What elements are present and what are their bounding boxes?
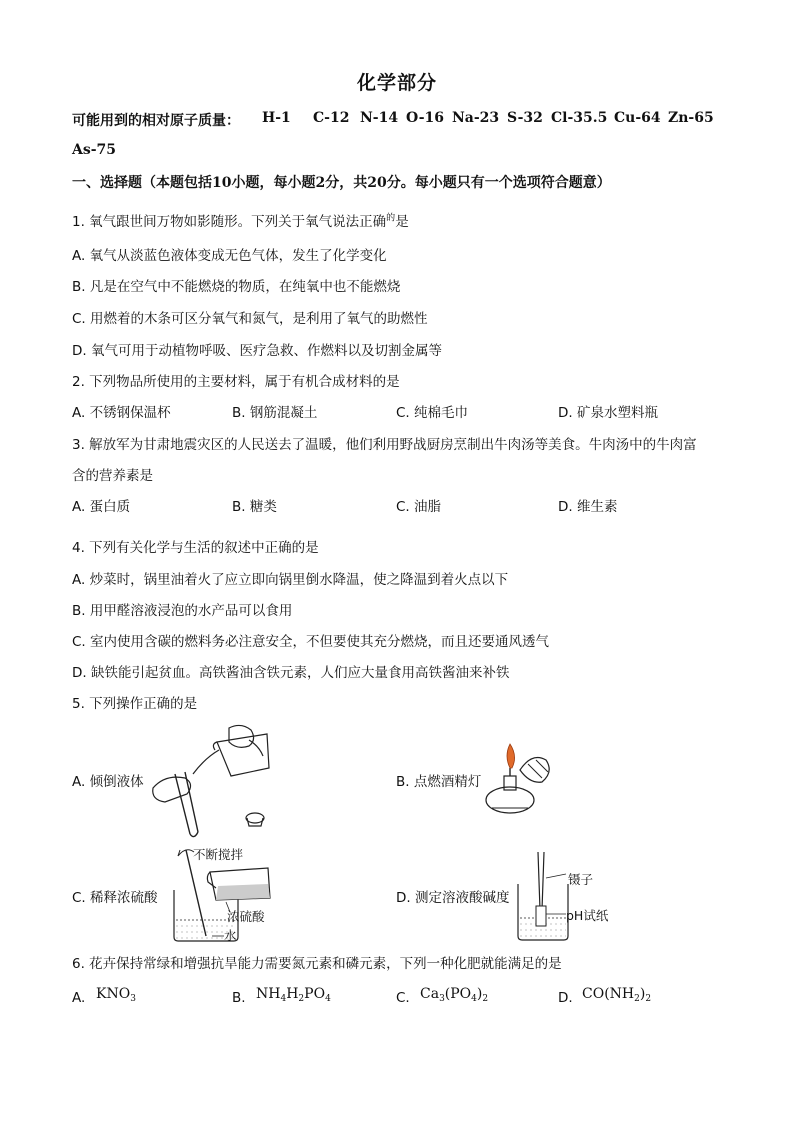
option: D. 氧气可用于动植物呼吸、医疗急救、作燃料以及切割金属等 <box>72 343 442 359</box>
label-water: 水 <box>224 928 237 943</box>
option-letter: B. <box>232 990 246 1006</box>
question-stem-tail: 是 <box>395 214 409 230</box>
label-stir: 不断搅拌 <box>193 847 244 862</box>
question-stem: 6. 花卉保持常绿和增强抗旱能力需要氮元素和磷元素，下列一种化肥就能满足的是 <box>72 956 562 972</box>
atomic-mass-item: Na-23 <box>452 110 500 126</box>
atomic-mass-item: H-1 <box>262 110 291 126</box>
question-stem: 5. 下列操作正确的是 <box>72 696 198 712</box>
ph-test-figure <box>512 848 582 943</box>
option: B. 凡是在空气中不能燃烧的物质，在纯氧中也不能燃烧 <box>72 279 401 295</box>
option: A. 倾倒液体 <box>72 774 144 790</box>
option: C. 稀释浓硫酸 <box>72 890 158 906</box>
formula-kno3: $KNO_3$ <box>96 986 136 1004</box>
alcohol-lamp-figure <box>480 738 560 823</box>
label-ph-paper: pH试纸 <box>566 908 609 923</box>
option: B. 用甲醛溶液浸泡的水产品可以食用 <box>72 603 293 619</box>
option: A. 氧气从淡蓝色液体变成无色气体，发生了化学变化 <box>72 248 387 264</box>
option: A. 不锈钢保温杯 <box>72 405 171 421</box>
question-stem-cont: 含的营养素是 <box>72 468 153 484</box>
option: A. 炒菜时，锅里油着火了应立即向锅里倒水降温，使之降温到着火点以下 <box>72 572 509 588</box>
option: B. 点燃酒精灯 <box>396 774 482 790</box>
option-letter: C. <box>396 990 410 1006</box>
label-acid: 浓硫酸 <box>227 909 265 924</box>
question-stem-text: 1. 氧气跟世间万物如影随形。下列关于氧气说法正确 <box>72 214 387 230</box>
option: D. 维生素 <box>558 499 618 515</box>
pouring-liquid-figure <box>145 722 275 832</box>
question-stem <box>72 210 409 230</box>
option-letter: A. <box>72 990 86 1006</box>
atomic-mass-item: Zn-65 <box>668 110 714 126</box>
formula-ca3po42: $Ca_3(PO_4)_2$ <box>420 986 489 1004</box>
option: D. 矿泉水塑料瓶 <box>558 405 658 421</box>
option: C. 纯棉毛巾 <box>396 405 469 421</box>
question-stem-sup: 的 <box>386 213 396 224</box>
page-title: 化学部分 <box>356 72 437 94</box>
option: B. 糖类 <box>232 499 277 515</box>
option: C. 用燃着的木条可区分氧气和氮气，是利用了氧气的助燃性 <box>72 311 428 327</box>
atomic-mass-label: 可能用到的相对原子质量： <box>72 113 240 129</box>
option: C. 室内使用含碳的燃料务必注意安全，不但要使其充分燃烧，而且还要通风透气 <box>72 634 550 650</box>
option: D. 缺铁能引起贫血。高铁酱油含铁元素，人们应大量食用高铁酱油来补铁 <box>72 665 510 681</box>
atomic-mass-item: S-32 <box>507 110 543 126</box>
option-letter: D. <box>558 990 573 1006</box>
section-heading: 一、选择题（本题包括10小题，每小题2分，共20分。每小题只有一个选项符合题意） <box>72 175 611 191</box>
option: A. 蛋白质 <box>72 499 131 515</box>
atomic-mass-item: Cl-35.5 <box>551 110 608 126</box>
label-tweezers: 镊子 <box>568 872 594 887</box>
atomic-mass-item: C-12 <box>313 110 350 126</box>
option: D. 测定溶液酸碱度 <box>396 890 510 906</box>
atomic-mass-item: Cu-64 <box>614 110 661 126</box>
atomic-mass-item: O-16 <box>406 110 445 126</box>
atomic-mass-item: N-14 <box>360 110 399 126</box>
formula-nh4h2po4: $NH_4H_2PO_4$ <box>256 986 331 1004</box>
question-stem: 2. 下列物品所使用的主要材料，属于有机合成材料的是 <box>72 374 400 390</box>
option: C. 油脂 <box>396 499 442 515</box>
atomic-mass-item: As-75 <box>72 142 117 158</box>
formula-urea: $CO(NH_2)_2$ <box>582 986 652 1004</box>
question-stem: 4. 下列有关化学与生活的叙述中正确的是 <box>72 540 319 556</box>
question-stem: 3. 解放军为甘肃地震灾区的人民送去了温暖，他们利用野战厨房烹制出牛肉汤等美食。牛肉汤中的牛肉富 <box>72 437 697 453</box>
option: B. 钢筋混凝土 <box>232 405 318 421</box>
